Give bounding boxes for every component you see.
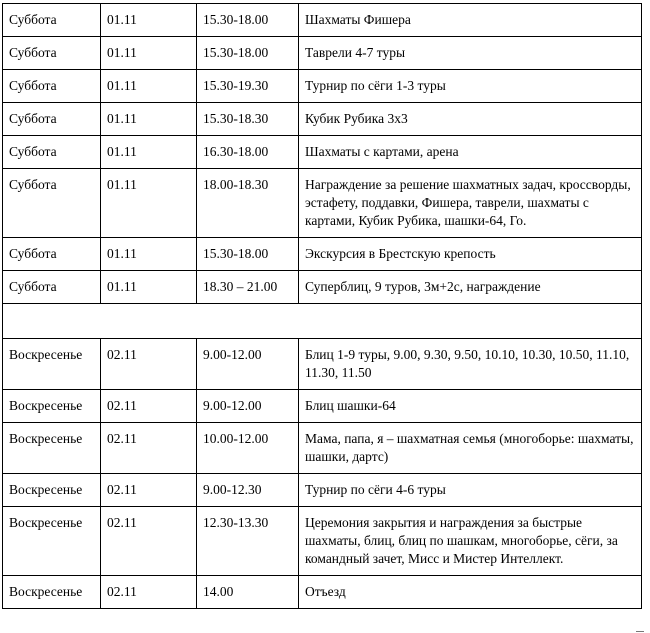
event-cell: Турнир по сёги 1-3 туры — [299, 70, 642, 103]
date-cell: 01.11 — [101, 136, 197, 169]
date-cell: 02.11 — [101, 423, 197, 474]
table-row — [3, 339, 642, 390]
date-cell: 02.11 — [101, 576, 197, 609]
table-row — [3, 507, 642, 576]
day-cell: Суббота — [3, 169, 101, 238]
day-cell: Воскресенье — [3, 507, 101, 576]
date-cell: 01.11 — [101, 238, 197, 271]
table-row — [3, 271, 642, 304]
table-row — [3, 4, 642, 37]
event-cell: Экскурсия в Брестскую крепость — [299, 238, 642, 271]
time-cell: 14.00 — [197, 576, 299, 609]
time-cell: 18.30 – 21.00 — [197, 271, 299, 304]
event-cell: Мама, папа, я – шахматная семья (многоборье: шахматы, шашки, дартс) — [299, 423, 642, 474]
day-cell: Воскресенье — [3, 423, 101, 474]
time-cell: 9.00-12.00 — [197, 390, 299, 423]
table-row — [3, 576, 642, 609]
table-row — [3, 70, 642, 103]
time-cell: 12.30-13.30 — [197, 507, 299, 576]
table-row — [3, 103, 642, 136]
event-cell: Шахматы с картами, арена — [299, 136, 642, 169]
event-cell: Суперблиц, 9 туров, 3м+2с, награждение — [299, 271, 642, 304]
date-cell: 01.11 — [101, 70, 197, 103]
day-cell: Суббота — [3, 70, 101, 103]
time-cell: 15.30-18.00 — [197, 4, 299, 37]
date-cell: 02.11 — [101, 474, 197, 507]
separator-row — [3, 304, 642, 339]
date-cell: 02.11 — [101, 339, 197, 390]
event-cell: Блиц шашки-64 — [299, 390, 642, 423]
date-cell: 01.11 — [101, 271, 197, 304]
day-cell: Суббота — [3, 4, 101, 37]
date-cell: 01.11 — [101, 4, 197, 37]
page-edge-mark — [636, 631, 644, 632]
table-row — [3, 169, 642, 238]
date-cell: 02.11 — [101, 390, 197, 423]
event-cell: Награждение за решение шахматных задач, кроссворды, эстафету, поддавки, Фишера, таврели, шахматы с картами, Кубик Рубика, шашки-64, Го. — [299, 169, 642, 238]
event-cell: Кубик Рубика 3x3 — [299, 103, 642, 136]
time-cell: 18.00-18.30 — [197, 169, 299, 238]
date-cell: 01.11 — [101, 103, 197, 136]
time-cell: 15.30-18.00 — [197, 37, 299, 70]
event-cell: Отъезд — [299, 576, 642, 609]
time-cell: 10.00-12.00 — [197, 423, 299, 474]
event-cell: Блиц 1-9 туры, 9.00, 9.30, 9.50, 10.10, 10.30, 10.50, 11.10, 11.30, 11.50 — [299, 339, 642, 390]
table-row — [3, 423, 642, 474]
time-cell: 9.00-12.00 — [197, 339, 299, 390]
time-cell: 15.30-19.30 — [197, 70, 299, 103]
day-cell: Суббота — [3, 238, 101, 271]
day-cell: Суббота — [3, 136, 101, 169]
event-cell: Таврели 4-7 туры — [299, 37, 642, 70]
event-cell: Церемония закрытия и награждения за быстрые шахматы, блиц, блиц по шашкам, многоборье, сёги, за командный зачет, Мисс и Мистер Интеллект. — [299, 507, 642, 576]
date-cell: 01.11 — [101, 37, 197, 70]
event-cell: Шахматы Фишера — [299, 4, 642, 37]
table-row — [3, 136, 642, 169]
time-cell: 16.30-18.00 — [197, 136, 299, 169]
day-cell: Суббота — [3, 37, 101, 70]
table-row — [3, 238, 642, 271]
day-cell: Воскресенье — [3, 474, 101, 507]
time-cell: 15.30-18.30 — [197, 103, 299, 136]
table-row — [3, 474, 642, 507]
day-cell: Воскресенье — [3, 390, 101, 423]
day-cell: Суббота — [3, 103, 101, 136]
day-cell: Суббота — [3, 271, 101, 304]
separator-cell — [3, 304, 642, 339]
day-cell: Воскресенье — [3, 339, 101, 390]
date-cell: 01.11 — [101, 169, 197, 238]
event-cell: Турнир по сёги 4-6 туры — [299, 474, 642, 507]
time-cell: 9.00-12.30 — [197, 474, 299, 507]
day-cell: Воскресенье — [3, 576, 101, 609]
date-cell: 02.11 — [101, 507, 197, 576]
table-row — [3, 390, 642, 423]
schedule-table — [2, 3, 642, 609]
time-cell: 15.30-18.00 — [197, 238, 299, 271]
table-row — [3, 37, 642, 70]
